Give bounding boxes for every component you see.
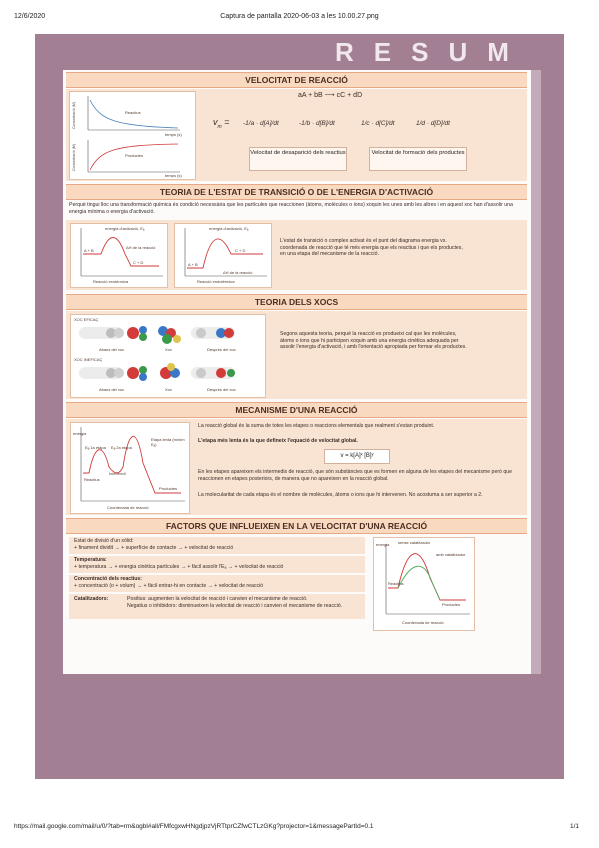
- exotermic-graph: [70, 223, 168, 288]
- catalitzador-productes-label: Productes: [442, 602, 461, 607]
- print-title: Captura de pantalla 2020-06-03 a les 10.00.27.png: [220, 13, 379, 20]
- factor-concentracio-head: Concentració dels reactius:: [74, 576, 143, 582]
- mecanisme-intermedi-label: Intermedi: [109, 471, 126, 476]
- graph-top-curve-label: Reactius: [125, 110, 141, 115]
- section-title-factors: FACTORS QUE INFLUEIXEN EN LA VELOCITAT D'UNA REACCIÓ: [66, 518, 527, 534]
- content-sheet: [63, 70, 531, 674]
- mecanisme-graph: [70, 422, 190, 514]
- endotermic-dh-label: ΔH de la reacció: [223, 270, 253, 275]
- section-title-xocs: TEORIA DELS XOCS: [66, 294, 527, 310]
- transicio-text: L'estat de transició o complex activat és el punt del diagrama energia vs. coordenada de reacció que té més energia que els reactius i que els productes, en una etapa del mecanisme de la reacció.: [280, 238, 463, 258]
- rate-lhs: $v_m$ =: [213, 117, 230, 130]
- factors-pane: [66, 535, 527, 669]
- rate-subscript: m: [217, 123, 222, 130]
- exotermic-caption: Reacció exotèrmica: [93, 279, 129, 284]
- xoc-eficac-caption-before: Abans del xoc: [99, 347, 125, 352]
- mecanisme-pane: [66, 419, 527, 515]
- xoc-eficac-label: XOC EFICAÇ: [74, 317, 99, 322]
- endotermic-graph: [174, 223, 272, 288]
- xoc-ineficac-caption-before: Abans del xoc: [99, 387, 125, 392]
- endotermic-left-label: A + B: [188, 262, 198, 267]
- rate-term-1: -1/a · d[A]/dt: [243, 120, 279, 127]
- print-url: https://mail.google.com/mail/u/0/?tab=rm&ogbl#all/FMfcgxwHNgdjpzVjRTtprCZfwCTLzGKg?projector=1&messagePartId=0.1: [14, 823, 374, 830]
- endotermic-peak-label: energia d'activació, Eₐ: [209, 226, 249, 231]
- rate-term-3: 1/c · d[C]/dt: [361, 120, 395, 127]
- brand-title: RESUM: [335, 37, 529, 67]
- reactants-rate-box: Velocitat de desaparició dels reactius: [249, 147, 347, 171]
- factor-catalitzadors-pos: Positius: augmenten la velocitat de reacció i canvien el mecanisme de reacció.: [127, 596, 308, 602]
- endotermic-caption: Reacció endotèrmica: [197, 279, 235, 284]
- endotermic-product-label: C + D: [235, 248, 246, 253]
- velocitat-graphs: [69, 91, 196, 180]
- molecule-collisions: [71, 315, 265, 397]
- xocs-illustration: [70, 314, 266, 398]
- factor-divisio-head: Estat de divisió d'un sòlid:: [74, 538, 134, 544]
- velocitat-pane: [66, 89, 527, 181]
- products-rate-box: Velocitat de formació dels productes: [369, 147, 467, 171]
- mecanisme-ylabel: energia: [73, 431, 87, 436]
- mecanisme-ea1-label: Eₐ,1a etapa: [85, 445, 106, 450]
- mecanisme-p1: La reacció global és la suma de totes les etapes o reaccions elementals que realment s'estan produint.: [198, 423, 435, 429]
- exotermic-curve: [71, 224, 167, 287]
- graph-bottom-xlabel: temps (s): [165, 173, 182, 178]
- mecanisme-ea2-label: Eₐ,2a etapa: [111, 445, 132, 450]
- amb-catalitzador-label: amb catalitzador: [436, 552, 466, 557]
- mecanisme-reactius-label: Reactius: [84, 477, 100, 482]
- catalitzador-reactius-label: Reactius: [388, 581, 404, 586]
- factor-item-temperatura: [69, 556, 365, 573]
- factor-item-catalitzadors: [69, 594, 365, 619]
- exotermic-left-label: A + B: [84, 248, 94, 253]
- mecanisme-productes-label: Productes: [159, 486, 178, 491]
- graph-bottom-curve-label: Productes: [125, 153, 144, 158]
- exotermic-product-label: C + D: [133, 260, 144, 265]
- catalitzador-graph: [373, 537, 475, 631]
- factor-item-concentracio: [69, 575, 365, 592]
- exotermic-peak-label: energia d'activació, Eₐ: [105, 226, 145, 231]
- reaction-equation: aA + bB ⟶ cC + dD: [298, 92, 363, 99]
- xocs-pane: [66, 311, 527, 399]
- exotermic-dh-label: ΔH de la reacció: [126, 245, 156, 250]
- mecanisme-xlabel: Coordenada de reacció: [107, 505, 149, 510]
- factor-temperatura-body: + temperatura → + energia cinètica partícules → + fàcil assolir l'Eₐ → + velocitat de reacció: [74, 564, 284, 570]
- section-title-velocitat: VELOCITAT DE REACCIÓ: [66, 72, 527, 88]
- endotermic-curve: [175, 224, 271, 287]
- section-title-mecanisme: MECANISME D'UNA REACCIÓ: [66, 402, 527, 418]
- mecanisme-p3: En les etapes apareixen els intermedis de reacció, que són substàncies que es formen en alguna de les etapes del mecanisme però que reaccionen en etapes posteriors, de manera que no apareixen en la reacció global.: [198, 469, 513, 482]
- transicio-pane: [66, 220, 527, 290]
- transicio-intro: Perquè tingui lloc una transformació química és condició necessària que les partícules que reaccionen (àtoms, molècules o ions) xoquin les unes amb les altres i en aquest xoc han d'assolir una energia mínima o energia d'activació.: [69, 202, 513, 215]
- sense-catalitzador-label: sense catalitzador: [398, 540, 431, 545]
- rate-law-formula: v = k[A]ˣ [B]ʸ: [324, 449, 390, 464]
- xoc-ineficac-label: XOC INEFICAÇ: [74, 357, 103, 362]
- section-title-transicio: TEORIA DE L'ESTAT DE TRANSICIÓ O DE L'ENERGIA D'ACTIVACIÓ: [66, 184, 527, 200]
- factor-temperatura-head: Temperatura:: [74, 557, 107, 563]
- factor-catalitzadors-neg: Negatius o inhibidors: disminueixen la velocitat de reacció i canvien el mecanisme de reacció.: [127, 603, 343, 609]
- xoc-ineficac-caption-after: Després del xoc: [207, 387, 236, 392]
- factor-divisio-body: + finament dividit → + superfície de contacte → + velocitat de reacció: [74, 545, 234, 551]
- mecanisme-slow-label: Etapa lenta (mínim Eₐ): [151, 437, 185, 447]
- catalitzador-xlabel: Coordenada de reacció: [402, 620, 444, 625]
- mecanisme-p2: L'etapa més lenta és la que defineix l'equació de velocitat global.: [198, 438, 358, 444]
- print-date: 12/6/2020: [14, 13, 46, 20]
- print-page-number: 1/1: [569, 823, 579, 830]
- mecanisme-p4: La molecularitat de cada etapa és el nombre de molècules, àtoms o ions que hi intervenen. No acostuma a ser superior a 2.: [198, 492, 483, 498]
- catalitzador-ylabel: energia: [376, 542, 390, 547]
- factor-item-divisio: [69, 537, 365, 554]
- graph-top-xlabel: temps (s): [165, 132, 182, 137]
- rate-term-4: 1/d · d[D]/dt: [416, 120, 450, 127]
- xoc-eficac-caption-xoc: Xoc: [165, 347, 172, 352]
- xocs-text: Segons aquesta teoria, perquè la reacció es produeixi cal que les molècules, àtoms o ions que hi participen xoquin amb una energia cinètica adequada per assolir l'energia d'activació, i amb l'orientació apropiada per formar els productes.: [280, 331, 467, 351]
- rate-symbol: v: [213, 117, 218, 127]
- rate-term-2: -1/b · d[B]/dt: [299, 120, 335, 127]
- factor-concentracio-body: + concentració (o + volum) → + fàcil entrar-hi en contacte → + velocitat de reacció: [74, 583, 264, 589]
- xoc-eficac-caption-after: Després del xoc: [207, 347, 236, 352]
- graph-bottom-ylabel: Concentració (M): [72, 144, 76, 171]
- graph-top-ylabel: Concentració (M): [72, 102, 76, 129]
- summary-sheet: [35, 34, 564, 779]
- factor-catalitzadors-head: Catalitzadors:: [74, 596, 109, 602]
- xoc-ineficac-caption-xoc: Xoc: [165, 387, 172, 392]
